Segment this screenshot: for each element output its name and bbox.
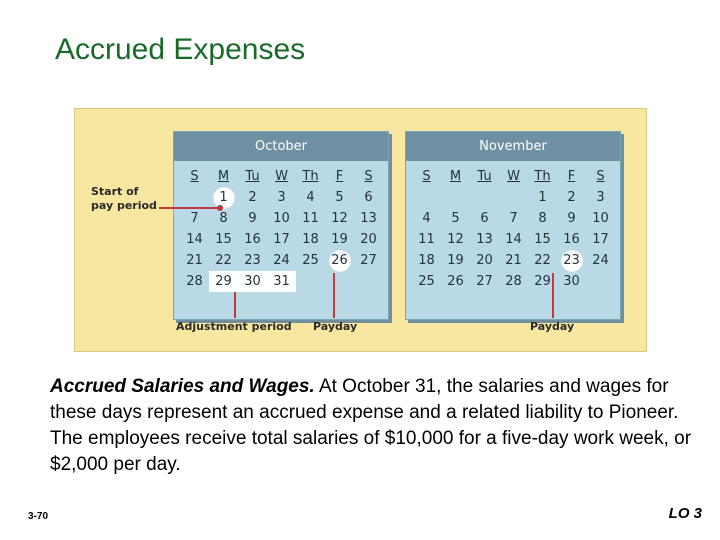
day-number: 12 <box>447 232 464 247</box>
day-cell <box>354 187 383 208</box>
day-number: 11 <box>418 232 435 247</box>
day-number: 24 <box>592 253 609 268</box>
day-number: 28 <box>186 274 203 289</box>
day-cell <box>209 208 238 229</box>
day-number: 13 <box>476 232 493 247</box>
slide-title: Accrued Expenses <box>55 33 306 66</box>
weekday-label: M <box>217 169 230 184</box>
day-cell <box>441 208 470 229</box>
day-number: 26 <box>330 251 350 271</box>
weekday-label: S <box>364 169 373 184</box>
day-cell <box>267 250 296 271</box>
weekday-label: Tu <box>245 169 260 184</box>
october-header: October <box>174 132 388 161</box>
day-cell <box>267 208 296 229</box>
weekday-label: S <box>190 169 199 184</box>
day-number: 28 <box>505 274 522 289</box>
day-number: 27 <box>476 274 493 289</box>
day-number: 25 <box>302 253 319 268</box>
week-row <box>180 208 386 229</box>
day-cell <box>470 271 499 292</box>
day-cell <box>499 271 528 292</box>
weekday-label: M <box>449 169 462 184</box>
day-number: 5 <box>335 190 344 205</box>
day-number: 8 <box>538 211 547 226</box>
october-grid <box>180 166 386 292</box>
week-row <box>180 250 386 271</box>
payday-november-label: Payday <box>530 320 575 333</box>
day-number: 29 <box>534 274 551 289</box>
week-row <box>180 187 386 208</box>
day-number: 8 <box>219 211 228 226</box>
day-cell <box>441 250 470 271</box>
day-number: 30 <box>563 274 580 289</box>
adjustment-pointer-line <box>234 292 236 318</box>
day-cell <box>586 208 615 229</box>
day-cell <box>528 187 557 208</box>
day-number: 24 <box>273 253 290 268</box>
day-cell <box>267 229 296 250</box>
day-cell <box>586 271 615 292</box>
day-number: 11 <box>302 211 319 226</box>
weekday-label: S <box>422 169 431 184</box>
day-cell <box>267 271 296 292</box>
day-cell <box>412 208 441 229</box>
body-lead: Accrued Salaries and Wages. <box>50 376 315 397</box>
day-cell <box>354 250 383 271</box>
start-pointer-dot <box>217 205 223 211</box>
day-number: 16 <box>244 232 261 247</box>
day-cell <box>586 250 615 271</box>
day-cell <box>586 187 615 208</box>
day-cell <box>180 208 209 229</box>
day-number: 1 <box>214 188 234 208</box>
day-cell <box>238 271 267 292</box>
payday-october-label: Payday <box>313 320 358 333</box>
day-number: 17 <box>592 232 609 247</box>
day-cell <box>238 208 267 229</box>
adjustment-period-label: Adjustment period <box>176 320 292 333</box>
weekday-label: F <box>567 169 576 184</box>
day-number: 14 <box>186 232 203 247</box>
day-cell <box>325 229 354 250</box>
day-number: 15 <box>534 232 551 247</box>
day-number: 22 <box>534 253 551 268</box>
day-cell <box>499 229 528 250</box>
day-cell <box>180 229 209 250</box>
day-cell <box>180 187 209 208</box>
day-number: 18 <box>418 253 435 268</box>
november-header: November <box>406 132 620 161</box>
day-cell <box>557 271 586 292</box>
week-row <box>180 271 386 292</box>
day-cell <box>499 187 528 208</box>
day-number: 12 <box>331 211 348 226</box>
day-cell <box>238 250 267 271</box>
day-number: 29 <box>215 274 232 289</box>
day-cell <box>557 250 586 271</box>
day-number: 26 <box>447 274 464 289</box>
day-number: 25 <box>418 274 435 289</box>
day-cell <box>557 187 586 208</box>
weekday-label: W <box>507 169 520 184</box>
day-number: 7 <box>509 211 518 226</box>
weekday-header-row <box>412 166 618 187</box>
day-cell <box>325 208 354 229</box>
day-number: 7 <box>190 211 199 226</box>
day-number: 21 <box>505 253 522 268</box>
day-cell <box>412 187 441 208</box>
week-row <box>412 208 618 229</box>
day-number: 31 <box>273 274 290 289</box>
weekday-label: F <box>335 169 344 184</box>
day-number: 17 <box>273 232 290 247</box>
day-number: 13 <box>360 211 377 226</box>
week-row <box>412 250 618 271</box>
day-number: 10 <box>273 211 290 226</box>
weekday-header-row <box>180 166 386 187</box>
day-cell <box>354 208 383 229</box>
calendar-figure <box>74 108 647 352</box>
day-cell <box>296 271 325 292</box>
day-cell <box>441 229 470 250</box>
page-number: 3-70 <box>28 511 49 522</box>
day-number: 5 <box>451 211 460 226</box>
day-number: 23 <box>244 253 261 268</box>
weekday-label: Th <box>302 169 319 184</box>
day-cell <box>209 250 238 271</box>
day-cell <box>354 229 383 250</box>
day-cell <box>296 229 325 250</box>
day-cell <box>325 250 354 271</box>
start-pointer-line <box>159 207 221 209</box>
week-row <box>412 229 618 250</box>
weekday-label: S <box>596 169 605 184</box>
day-cell <box>528 208 557 229</box>
day-cell <box>296 187 325 208</box>
day-cell <box>209 229 238 250</box>
day-cell <box>412 229 441 250</box>
day-number: 9 <box>248 211 257 226</box>
day-number: 23 <box>562 251 582 271</box>
start-pay-period-label: Start of pay period <box>91 185 157 212</box>
day-cell <box>238 187 267 208</box>
day-number: 20 <box>360 232 377 247</box>
week-row <box>180 229 386 250</box>
weekday-label: Th <box>534 169 551 184</box>
weekday-label: W <box>275 169 288 184</box>
day-cell <box>557 208 586 229</box>
day-cell <box>470 250 499 271</box>
day-number: 6 <box>364 190 373 205</box>
day-number: 14 <box>505 232 522 247</box>
november-calendar <box>405 131 621 320</box>
day-cell <box>441 187 470 208</box>
day-cell <box>557 229 586 250</box>
day-number: 20 <box>476 253 493 268</box>
weekday-label: Tu <box>477 169 492 184</box>
day-number: 21 <box>186 253 203 268</box>
day-number: 19 <box>447 253 464 268</box>
day-cell <box>296 208 325 229</box>
day-number: 22 <box>215 253 232 268</box>
day-cell <box>499 250 528 271</box>
day-cell <box>267 187 296 208</box>
day-cell <box>238 229 267 250</box>
day-cell <box>441 271 470 292</box>
day-number: 3 <box>596 190 605 205</box>
day-cell <box>528 229 557 250</box>
day-cell <box>180 250 209 271</box>
november-grid <box>412 166 618 292</box>
day-cell <box>354 271 383 292</box>
body-paragraph <box>50 374 700 478</box>
day-cell <box>412 250 441 271</box>
day-number: 9 <box>567 211 576 226</box>
day-number: 4 <box>306 190 315 205</box>
day-cell <box>470 229 499 250</box>
day-number: 27 <box>360 253 377 268</box>
day-number: 6 <box>480 211 489 226</box>
day-cell <box>586 229 615 250</box>
day-cell <box>325 187 354 208</box>
day-number: 18 <box>302 232 319 247</box>
day-number: 16 <box>563 232 580 247</box>
day-cell <box>470 187 499 208</box>
body-text: At October 31, the salaries and wages for these days represent an accrued expense and a related liability to Pioneer. The employees receive total salaries of $10,000 for a five-day work week, or $2,000 per day. <box>50 376 692 475</box>
week-row <box>412 271 618 292</box>
week-row <box>412 187 618 208</box>
day-cell <box>325 271 354 292</box>
learning-objective: LO 3 <box>668 505 702 522</box>
october-calendar <box>173 131 389 320</box>
day-cell <box>499 208 528 229</box>
day-cell <box>528 250 557 271</box>
day-number: 30 <box>244 274 261 289</box>
day-number: 1 <box>538 190 547 205</box>
day-cell <box>209 271 238 292</box>
day-number: 4 <box>422 211 431 226</box>
day-cell <box>209 187 238 208</box>
day-number: 15 <box>215 232 232 247</box>
day-cell <box>412 271 441 292</box>
day-number: 3 <box>277 190 286 205</box>
day-number: 10 <box>592 211 609 226</box>
day-number: 2 <box>248 190 257 205</box>
day-number: 19 <box>331 232 348 247</box>
payday-november-line <box>552 273 554 318</box>
day-cell <box>296 250 325 271</box>
day-number: 2 <box>567 190 576 205</box>
day-cell <box>180 271 209 292</box>
day-cell <box>470 208 499 229</box>
payday-october-line <box>333 273 335 318</box>
